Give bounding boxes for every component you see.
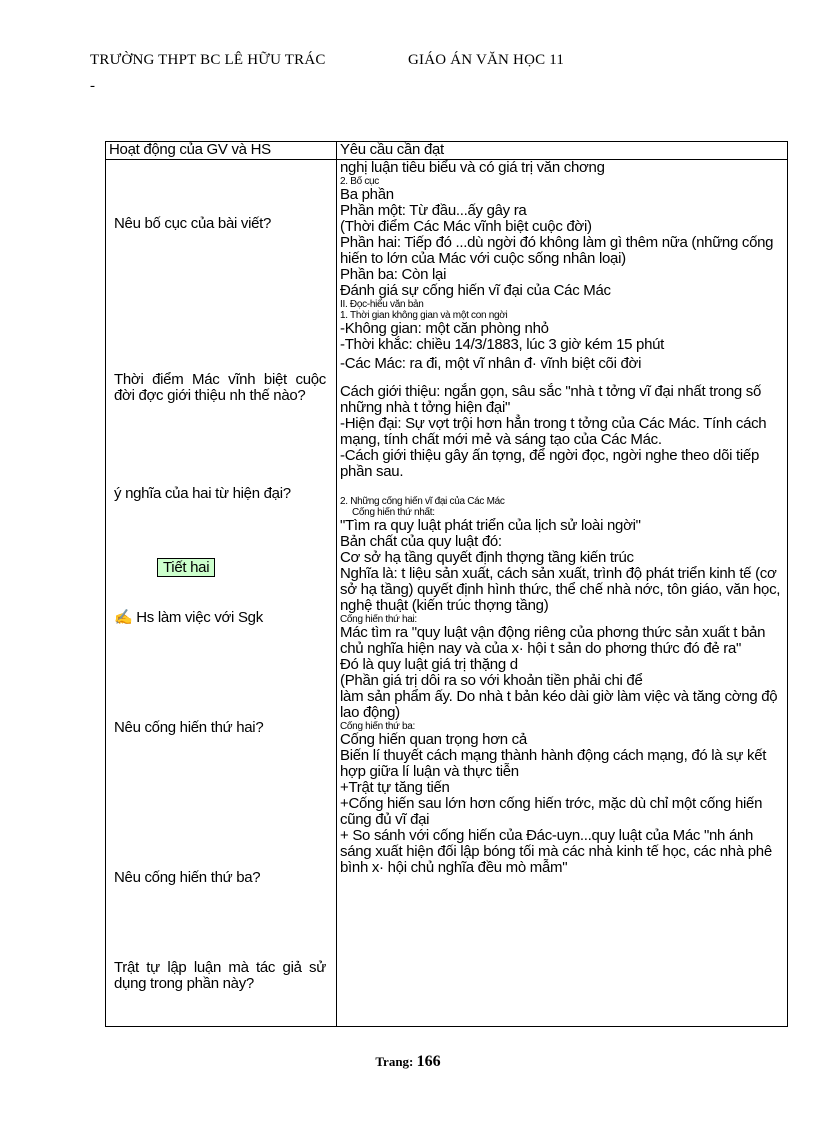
section-heading: 2. Bố cục bbox=[340, 176, 379, 187]
table-row bbox=[106, 160, 788, 1027]
text-line: Phần một: Từ đầu...ấy gây ra bbox=[340, 202, 527, 219]
text-line: Cách giới thiệu: ngắn gọn, sâu sắc "nhà t tởng vĩ đại nhất trong số những nhà t tởng hiện đại" bbox=[340, 383, 762, 416]
page-footer bbox=[0, 1053, 816, 1071]
text-line: Đánh giá sự cống hiến vĩ đại của Các Mác bbox=[340, 282, 611, 299]
text-line: +Trật tự tăng tiến bbox=[340, 779, 450, 796]
text-line: Biến lí thuyết cách mạng thành hành động cách mạng, đó là sự kết hợp giữa lí luận và thực tiễn bbox=[340, 747, 767, 780]
question-argument-order: Trật tự lập luận mà tác giả sử dụng trong phần này? bbox=[114, 959, 326, 992]
page-label: Trang: bbox=[375, 1054, 414, 1069]
question-modern-meaning: ý nghĩa của hai từ hiện đại? bbox=[114, 485, 291, 502]
text-line: + So sánh với cống hiến của Đác-uyn...quy luật của Mác "nh ánh sáng xuất hiện đối lập bóng tối mà các nhà kinh tế học, các nhà phê bình x· hội chủ nghĩa đều mò mẫm" bbox=[340, 827, 772, 876]
section-heading: Cống hiến thứ hai: bbox=[340, 614, 417, 625]
instruction-sgk: ✍ Hs làm việc với Sgk bbox=[114, 609, 263, 626]
text-line: làm sản phẩm ấy. Do nhà t bản kéo dài giờ làm việc và tăng cờng độ lao động) bbox=[340, 688, 778, 721]
text-line: -Thời khắc: chiều 14/3/1883, lúc 3 giờ kém 15 phút bbox=[340, 336, 665, 353]
section-heading: 1. Thời gian không gian và một con ngời bbox=[340, 310, 508, 321]
text-line: Phần hai: Tiếp đó ...dù ngời đó không làm gì thêm nữa (những cống hiến to lớn của Mác với cuộc sống nhân loại) bbox=[340, 234, 774, 267]
lesson-table bbox=[105, 141, 788, 1027]
text-line: Ba phần bbox=[340, 186, 394, 203]
text-line: -Các Mác: ra đi, một vĩ nhân đ· vĩnh biệt cõi đời bbox=[340, 355, 642, 372]
question-contribution-three: Nêu cống hiến thứ ba? bbox=[114, 869, 261, 886]
right-column-cell bbox=[337, 160, 788, 1027]
text-line: -Không gian: một căn phòng nhỏ bbox=[340, 320, 549, 337]
text-line: Bản chất của quy luật đó: bbox=[340, 533, 502, 550]
text-line: (Phần giá trị dôi ra so với khoản tiền phải chi để bbox=[340, 672, 643, 689]
section-heading: II. Đọc-hiểu văn bản bbox=[340, 299, 424, 310]
col-right-header: Yêu cầu cần đạt bbox=[337, 142, 788, 160]
text-line: "Tìm ra quy luật phát triển của lịch sử loài ngời" bbox=[340, 517, 641, 534]
text-line: Nghĩa là: t liệu sản xuất, cách sản xuất, trình độ phát triển kinh tế (cơ sở hạ tầng) quyết định hình thức, thể chế nhà nớc, tôn giáo, văn học, nghệ thuật (kiến trúc thợng tầng) bbox=[340, 565, 781, 614]
lesson-two-badge: Tiết hai bbox=[157, 558, 215, 577]
text-line: Cống hiến quan trọng hơn cả bbox=[340, 731, 527, 748]
question-contribution-two: Nêu cống hiến thứ hai? bbox=[114, 719, 264, 736]
text-line: Đó là quy luật giá trị thặng d bbox=[340, 656, 518, 673]
text-line: -Hiện đại: Sự vợt trội hơn hẳn trong t tởng của Các Mác. Tính cách mạng, tính chất mới mẻ và sáng tạo của Các Mác. bbox=[340, 415, 767, 448]
text-line: Cơ sở hạ tầng quyết định thợng tầng kiến trúc bbox=[340, 549, 634, 566]
school-name: TRƯỜNG THPT BC LÊ HỮU TRÁC bbox=[90, 52, 326, 68]
section-heading: 2. Những cống hiến vĩ đại của Các Mác bbox=[340, 496, 505, 507]
subject-title: GIÁO ÁN VĂN HỌC 11 bbox=[408, 52, 565, 68]
section-heading: Cống hiến thứ nhất: bbox=[352, 507, 435, 518]
header-dash: - bbox=[90, 78, 95, 94]
text-line: -Cách giới thiệu gây ấn tợng, để ngời đọc, ngời nghe theo dõi tiếp phần sau. bbox=[340, 447, 759, 480]
text-line: +Cống hiến sau lớn hơn cống hiến trớc, mặc dù chỉ một cống hiến cũng đủ vĩ đại bbox=[340, 795, 763, 828]
left-column-cell bbox=[106, 160, 337, 1027]
text-line: Mác tìm ra "quy luật vận động riêng của phơng thức sản xuất t bản chủ nghĩa hiện nay và của x· hội t sản do phơng thức đó đẻ ra" bbox=[340, 624, 766, 657]
col-left-header: Hoạt động của GV và HS bbox=[106, 142, 337, 160]
text-line: nghị luận tiêu biểu và có giá trị văn chơng bbox=[340, 159, 605, 176]
text-line: (Thời điểm Các Mác vĩnh biệt cuộc đời) bbox=[340, 218, 592, 235]
question-moment: Thời điểm Mác vĩnh biệt cuộc đời đợc giới thiệu nh thế nào? bbox=[114, 371, 326, 404]
text-line: Phần ba: Còn lại bbox=[340, 266, 447, 283]
table-header-row bbox=[106, 142, 788, 160]
question-structure: Nêu bố cục của bài viết? bbox=[114, 215, 272, 232]
page-number: 166 bbox=[416, 1053, 441, 1070]
section-heading: Cống hiến thứ ba: bbox=[340, 721, 415, 732]
